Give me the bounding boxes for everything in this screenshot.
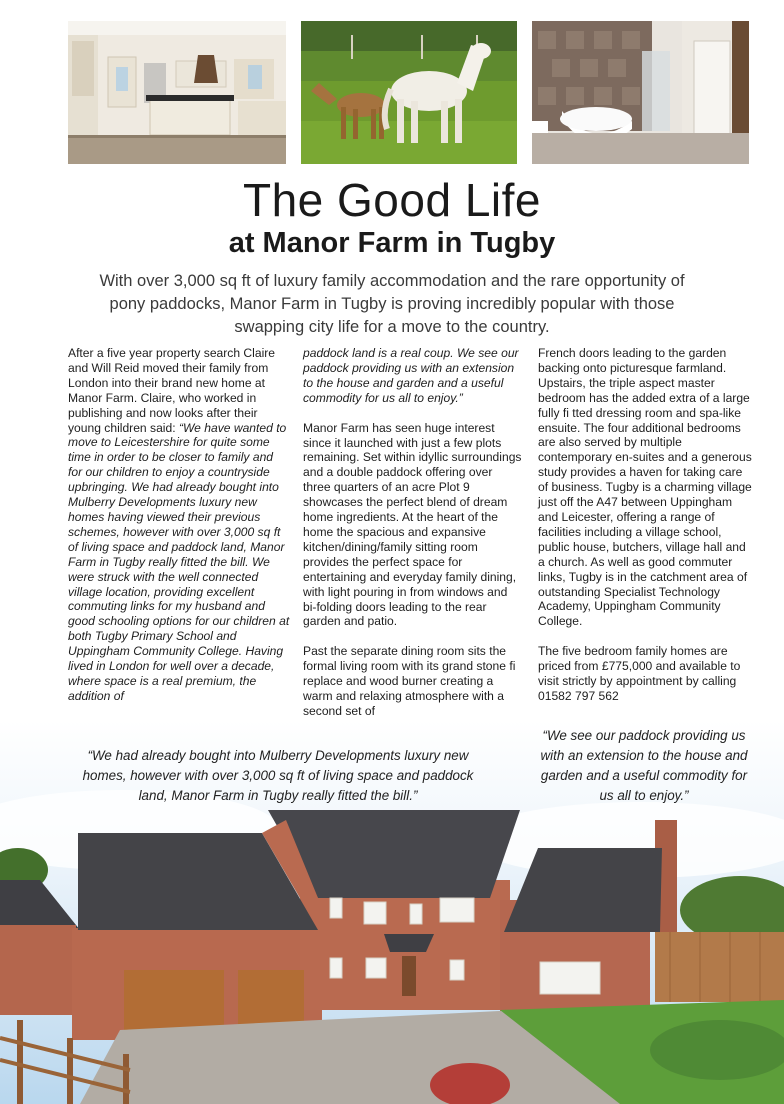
bathroom-photo (532, 21, 749, 164)
page-subtitle: at Manor Farm in Tugby (228, 227, 556, 259)
article-paragraph: The five bedroom family homes are priced from £775,000 and available to visit strictly by appointment by calling 01582 797 562 (538, 644, 741, 703)
intro-paragraph: With over 3,000 sq ft of luxury family accommodation and the rare opportunity of pony paddocks, Manor Farm in Tugby is proving incredibly popular with those swapping city life for a move to the country. (99, 272, 685, 336)
quote-text: “We have wanted to move to Leicestershire for quite some time in order to be closer to family and for our children to enjoy a countryside upbringing. We had already bought into Mulberry Developments luxury new homes having viewed their previous schemes, however with over 3,000 sq ft of living space and paddock land, Manor Farm in Tugby really fitted the bill. We were struck with the well connected village location, providing excellent commuting links for my husband and good schooling options for our children at both Tugby Primary School and Uppingham Community College. Having lived in London for well over a decade, where space is a real premium, the addition of (68, 420, 290, 703)
article-column-2 (303, 346, 523, 734)
kitchen-photo (68, 21, 286, 164)
quote-text: paddock land is a real coup. We see our paddock providing us with an extension to the house and garden and a useful commodity for us all to enjoy.” (303, 346, 519, 405)
article-paragraph: Past the separate dining room sits the formal living room with its grand stone fi replace and wood burner creating a warm and relaxing atmosphere with a second set of (303, 644, 516, 718)
article-paragraph: Manor Farm has seen huge interest since it launched with just a few plots remaining. Set within idyllic surroundings and a double paddock offering over three quarters of an acre Plot 9 showcases the perfect blend of dream home ingredients. At the heart of the home the spacious and expansive kitchen/dining/family sitting room provides the perfect space for entertaining and everyday family dining, with light pouring in from windows and bi-folding doors leading to the rear garden and patio. (303, 420, 522, 629)
article-paragraph (303, 346, 523, 406)
pull-quote: “We see our paddock providing us with an extension to the house and garden and a useful commodity for us all to enjoy.” (540, 728, 748, 803)
page-title: The Good Life (242, 174, 542, 226)
article-text: After a five year property search Claire and Will Reid moved their family from London into their brand new home at Manor Farm. Claire, who worked in publishing and now looks after their young children said: (68, 346, 276, 435)
article-paragraph (68, 346, 290, 704)
article-paragraph: French doors leading to the garden backing onto picturesque farmland. Upstairs, the triple aspect master bedroom has the added extra of a large fully fi tted dressing room and spa-like ensuite. The four additional bedrooms are also served by multiple contemporary en-suites and a generous study provides a haven for taking care of business. Tugby is a charming village just off the A47 between Uppingham and Leicester, offering a range of facilities including a village school, public house, butchers, village hall and a church. As well as good commuter links, Tugby is in the catchment area of outstanding Specialist Technology Academy, Uppingham Community College. (538, 346, 752, 629)
article-column-3 (538, 346, 752, 719)
article-column-1 (68, 346, 290, 719)
ponies-photo (301, 21, 517, 164)
pull-quote: “We had already bought into Mulberry Developments luxury new homes, however with over 3,000 sq ft of living space and paddock land, Manor Farm in Tugby really fitted the bill.” (82, 748, 474, 803)
